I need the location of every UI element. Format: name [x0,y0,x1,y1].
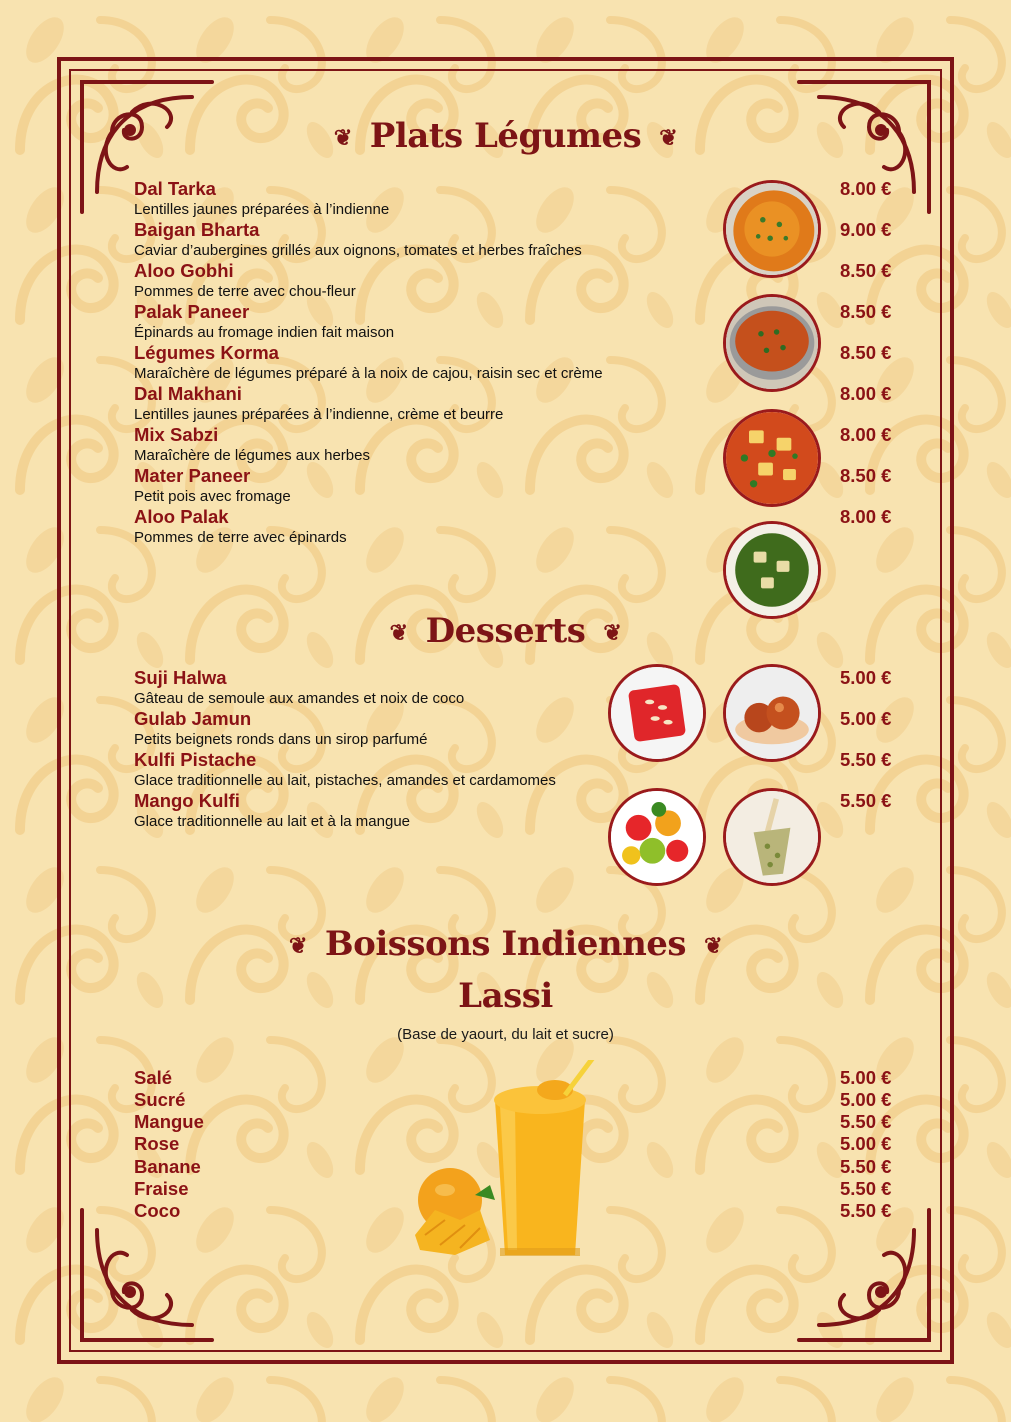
item-description: Glace traditionnelle au lait, pistaches, amandes et cardamomes [134,772,556,789]
dish-image-fruit [608,788,706,886]
menu-item [134,506,347,547]
menu-item [134,749,556,790]
drink-name: Fraise [134,1178,189,1199]
item-price: 5.00 € [840,1089,892,1110]
item-price: 5.50 € [840,1200,892,1221]
flourish-icon: ❦ [389,620,408,646]
item-description: Pommes de terre avec chou-fleur [134,283,356,300]
item-price: 5.50 € [840,749,892,770]
item-price: 8.00 € [840,383,892,404]
menu-item [134,383,503,424]
item-price: 8.00 € [840,424,892,445]
menu-item [134,342,603,383]
item-description: Pommes de terre avec épinards [134,529,347,546]
dish-image-gulab-jamun [723,664,821,762]
menu-item [134,790,410,831]
item-description: Glace traditionnelle au lait et à la mangue [134,813,411,830]
drink-name: Mangue [134,1111,204,1132]
item-name: Dal Tarka [134,178,216,199]
item-price: 5.50 € [840,1111,892,1132]
item-description: Caviar d’aubergines grillés aux oignons, tomates et herbes fraîches [134,242,582,259]
item-price: 8.00 € [840,506,892,527]
item-price: 8.50 € [840,342,892,363]
corner-ornament-bottom-left [72,1200,222,1350]
item-price: 5.50 € [840,1156,892,1177]
item-price: 9.00 € [840,219,892,240]
item-price: 8.50 € [840,260,892,281]
section-title-boissons: ❦ Boissons Indiennes ❦ [288,924,723,964]
item-description: Maraîchère de légumes aux herbes [134,447,370,464]
drink-name: Banane [134,1156,201,1177]
mango-lassi-image [405,1060,605,1260]
item-price: 5.00 € [840,1133,892,1154]
item-name: Kulfi Pistache [134,749,257,770]
item-price: 8.50 € [840,301,892,322]
item-price: 8.00 € [840,178,892,199]
corner-ornament-bottom-right [789,1200,939,1350]
dish-image-dal [723,180,821,278]
item-price: 5.00 € [840,1067,892,1088]
item-description: Petit pois avec fromage [134,488,291,505]
item-description: Lentilles jaunes préparées à l’indienne [134,201,390,218]
menu-item [134,424,370,465]
item-description: Lentilles jaunes préparées à l’indienne, crème et beurre [134,406,504,423]
item-name: Mater Paneer [134,465,251,486]
dish-image-paneer [723,409,821,507]
dish-image-halwa [608,664,706,762]
menu-item [134,708,428,749]
item-price: 5.00 € [840,708,892,729]
drink-name: Coco [134,1200,181,1221]
menu-item [134,219,582,260]
menu-item [134,301,394,342]
flourish-icon: ❦ [288,933,307,959]
item-name: Gulab Jamun [134,708,252,729]
lassi-note: (Base de yaourt, du lait et sucre) [397,1026,614,1043]
drink-name: Rose [134,1133,180,1154]
item-name: Légumes Korma [134,342,279,363]
dish-image-curry [723,294,821,392]
item-name: Aloo Palak [134,506,229,527]
item-description: Petits beignets ronds dans un sirop parfumé [134,731,428,748]
item-price: 5.00 € [840,667,892,688]
item-description: Maraîchère de légumes préparé à la noix de cajou, raisin sec et crème [134,365,603,382]
flourish-icon: ❦ [603,620,622,646]
menu-item [134,260,356,301]
section-subtitle-lassi: Lassi [458,976,553,1016]
drink-name: Sucré [134,1089,186,1110]
item-description: Gâteau de semoule aux amandes et noix de coco [134,690,465,707]
item-name: Dal Makhani [134,383,242,404]
dish-image-kulfi [723,788,821,886]
flourish-icon: ❦ [659,125,678,151]
item-name: Aloo Gobhi [134,260,234,281]
item-price: 8.50 € [840,465,892,486]
item-price: 5.50 € [840,790,892,811]
section-title-legumes: ❦ Plats Légumes ❦ [333,116,678,156]
item-name: Mango Kulfi [134,790,240,811]
item-name: Suji Halwa [134,667,227,688]
dish-image-palak [723,521,821,619]
item-name: Palak Paneer [134,301,250,322]
item-name: Mix Sabzi [134,424,219,445]
item-description: Épinards au fromage indien fait maison [134,324,395,341]
menu-item [134,178,389,219]
item-price: 5.50 € [840,1178,892,1199]
flourish-icon: ❦ [333,125,352,151]
item-name: Baigan Bharta [134,219,260,240]
menu-item [134,465,291,506]
section-title-desserts: ❦ Desserts ❦ [389,611,622,651]
menu-item [134,667,464,708]
flourish-icon: ❦ [704,933,723,959]
drink-name: Salé [134,1067,173,1088]
